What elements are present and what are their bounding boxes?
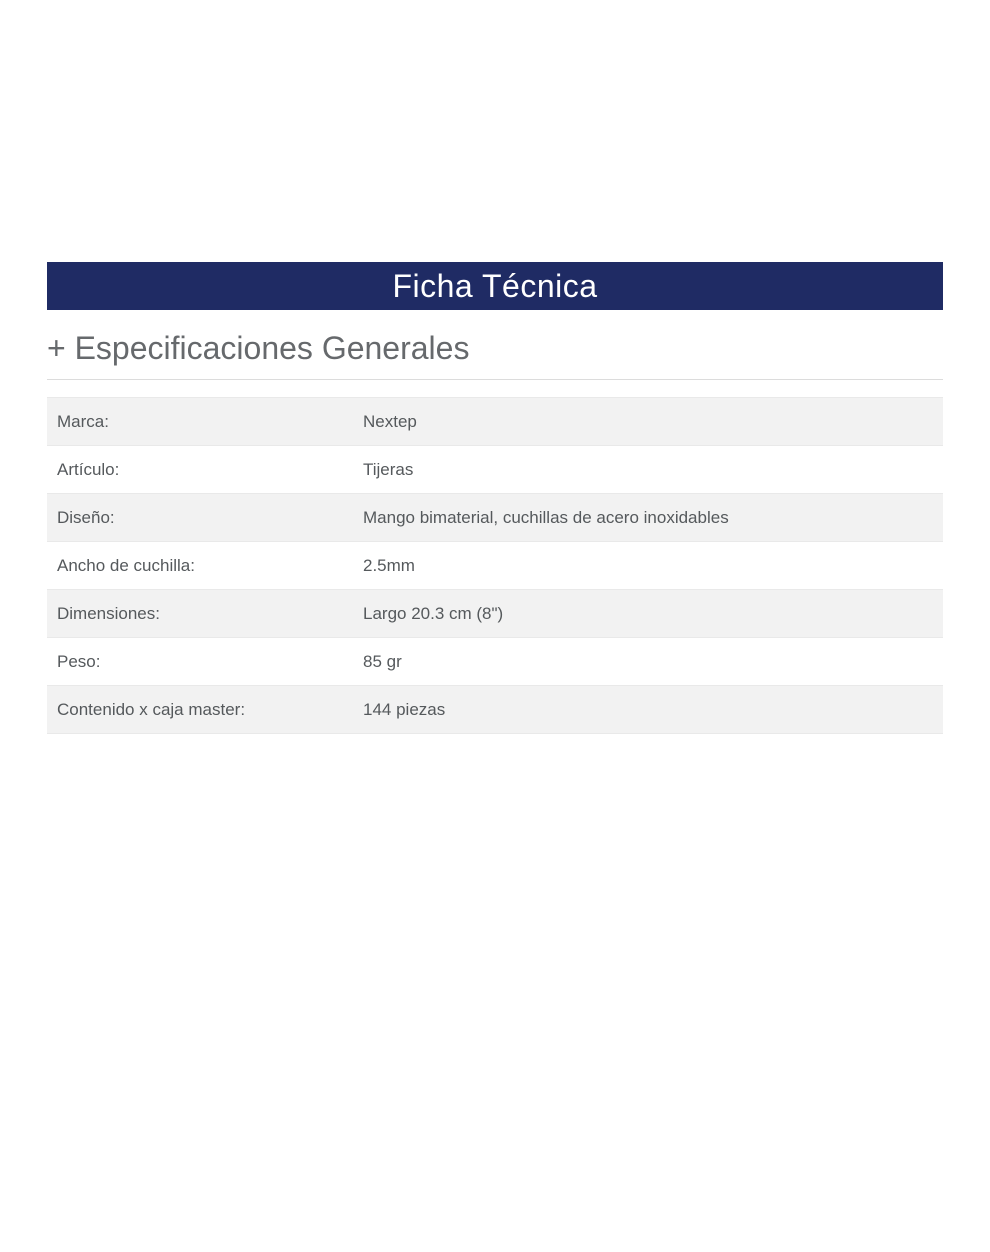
spec-row-label: Artículo: — [47, 446, 363, 494]
spec-row-label: Peso: — [47, 638, 363, 686]
spec-row-label: Contenido x caja master: — [47, 686, 363, 734]
spec-table-body — [47, 398, 943, 734]
ficha-title: Ficha Técnica — [392, 267, 598, 304]
section-heading-label: + Especificaciones Generales — [47, 330, 470, 366]
spec-row-value: 2.5mm — [363, 542, 943, 590]
spec-table — [47, 397, 943, 734]
spec-row-value: Mango bimaterial, cuchillas de acero inoxidables — [363, 494, 943, 542]
ficha-tecnica-sheet — [47, 262, 943, 734]
spec-row-value: Largo 20.3 cm (8") — [363, 590, 943, 638]
spec-row-value: Nextep — [363, 398, 943, 446]
section-heading-especificaciones-generales[interactable] — [47, 310, 943, 380]
spec-table-row — [47, 638, 943, 686]
spec-row-value: 144 piezas — [363, 686, 943, 734]
ficha-title-bar — [47, 262, 943, 310]
spec-row-value: 85 gr — [363, 638, 943, 686]
spec-table-row — [47, 686, 943, 734]
spec-row-value: Tijeras — [363, 446, 943, 494]
spec-table-row — [47, 590, 943, 638]
spec-row-label: Diseño: — [47, 494, 363, 542]
spec-row-label: Dimensiones: — [47, 590, 363, 638]
spec-table-row — [47, 398, 943, 446]
spec-table-row — [47, 494, 943, 542]
spec-row-label: Ancho de cuchilla: — [47, 542, 363, 590]
spec-table-row — [47, 542, 943, 590]
spec-table-row — [47, 446, 943, 494]
spec-row-label: Marca: — [47, 398, 363, 446]
